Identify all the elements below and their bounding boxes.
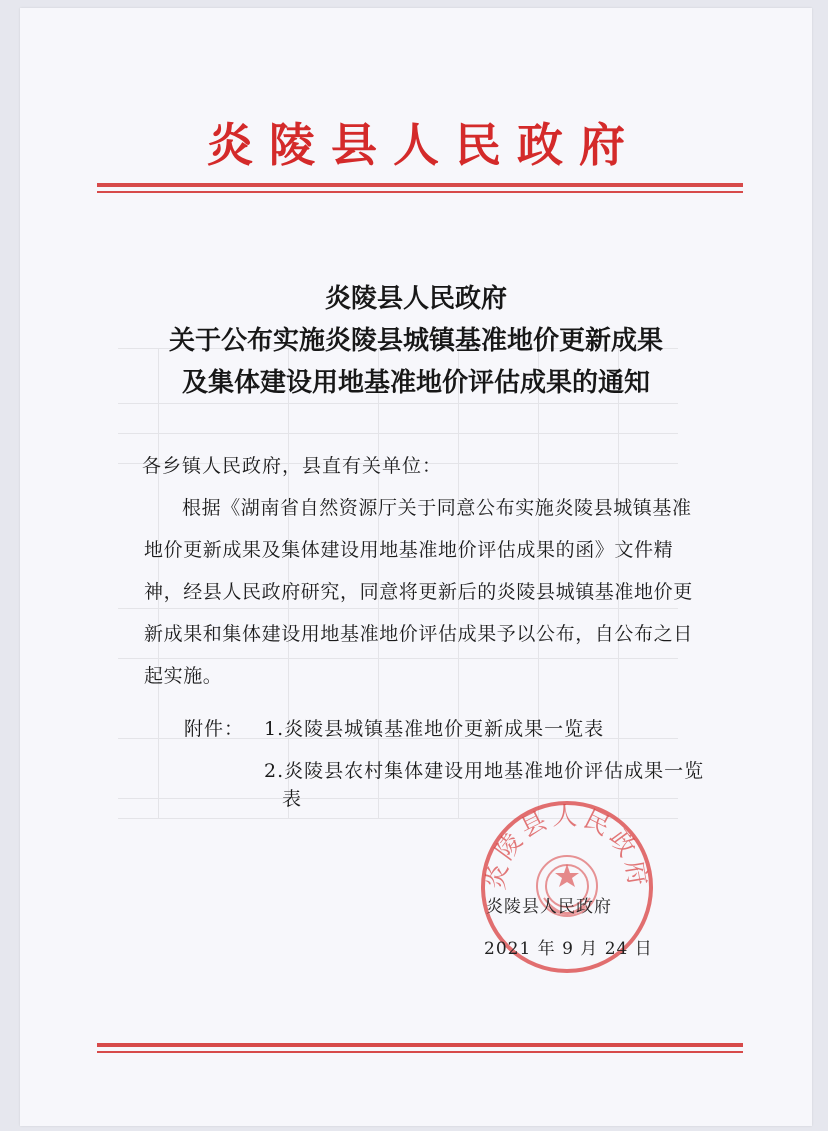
- attachment-item-1: 1.炎陵县城镇基准地价更新成果一览表: [264, 718, 605, 740]
- doc-title-line-1: 炎陵县人民政府: [324, 284, 507, 314]
- header-rule: [97, 183, 743, 187]
- footer-rule: [97, 1043, 743, 1047]
- body-line: 地价更新成果及集体建设用地基准地价评估成果的函》文件精: [144, 539, 674, 561]
- body-line: 起实施。: [144, 665, 223, 687]
- document-page: [20, 8, 812, 1126]
- body-paragraph: [144, 487, 704, 697]
- body-line: 神，经县人民政府研究，同意将更新后的炎陵县城镇基准地价更: [144, 581, 693, 603]
- doc-title-line-2: 关于公布实施炎陵县城镇基准地价更新成果: [168, 326, 663, 356]
- signature-date: 2021 年 9 月 24 日: [484, 939, 653, 959]
- footer-rule-thin: [97, 1051, 743, 1053]
- header-rule-thin: [97, 191, 743, 193]
- signature-org: 炎陵县人民政府: [486, 897, 612, 917]
- attachment-item-2-continued: 表: [282, 788, 303, 810]
- attachment-item-2: 2.炎陵县农村集体建设用地基准地价评估成果一览: [264, 760, 705, 782]
- issuer-banner: 炎陵县人民政府: [207, 118, 641, 172]
- doc-title-line-3: 及集体建设用地基准地价评估成果的通知: [181, 368, 650, 398]
- addressee: 各乡镇人民政府，县直有关单位：: [142, 455, 443, 477]
- svg-text:炎陵县人民政府: 炎陵县人民政府: [480, 801, 654, 892]
- attachments-label: 附件：: [184, 718, 245, 740]
- body-line: 根据《湖南省自然资源厅关于同意公布实施炎陵县城镇基准: [182, 497, 692, 519]
- body-line: 新成果和集体建设用地基准地价评估成果予以公布，自公布之日: [144, 623, 693, 645]
